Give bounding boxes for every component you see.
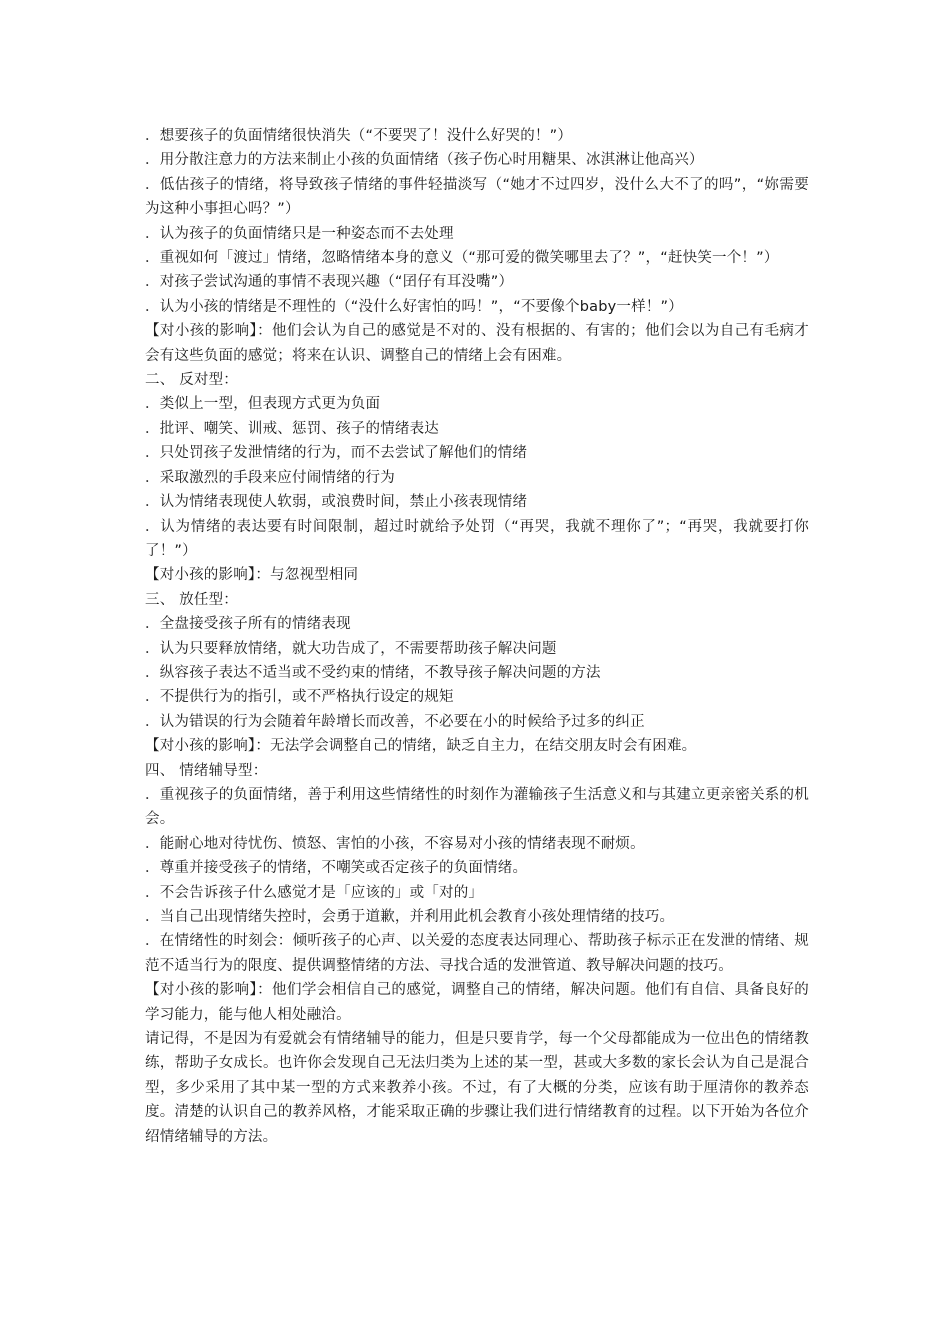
text-line: ．认为情绪表现使人软弱，或浪费时间，禁止小孩表现情绪 — [145, 494, 528, 511]
text-line: ．重视孩子的负面情绪，善于利用这些情绪性的时刻作为灌输孩子生活意义和与其建立更亲密关系的机会。 — [145, 786, 809, 828]
impact-paragraph: 【对小孩的影响】：无法学会调整自己的情绪，缺乏自主力，在结交朋友时会有困难。 — [145, 738, 697, 755]
text-line: ．认为错误的行为会随着年龄增长而改善，不必要在小的时候给予过多的纠正 — [145, 713, 645, 730]
document-body — [145, 124, 809, 1149]
text-line: ．想要孩子的负面情绪很快消失（“不要哭了！没什么好哭的！”） — [145, 128, 573, 144]
text-line: ．认为只要释放情绪，就大功告成了，不需要帮助孩子解决问题 — [145, 640, 557, 657]
text-line: ．纵容孩子表达不适当或不受约束的情绪，不教导孩子解决问题的方法 — [145, 664, 601, 681]
text-line: ．低估孩子的情绪，将导致孩子情绪的事件轻描淡写（“她才不过四岁，没什么大不了的吗”，“妳需要为这种小事担心吗？”） — [145, 176, 809, 218]
text-line: ．采取激烈的手段来应付闹情绪的行为 — [145, 469, 395, 486]
text-line: ．全盘接受孩子所有的情绪表现 — [145, 616, 351, 633]
section-heading: 四、 情绪辅导型： — [145, 762, 268, 779]
text-line: ．批评、嘲笑、训戒、惩罚、孩子的情绪表达 — [145, 420, 439, 437]
section-heading: 三、 放任型： — [145, 591, 239, 608]
text-line: ．类似上一型，但表现方式更为负面 — [145, 396, 381, 413]
impact-paragraph: 【对小孩的影响】：他们会认为自己的感觉是不对的、没有根据的、有害的；他们会以为自己有毛病才会有这些负面的感觉；将来在认识、调整自己的情绪上会有困难。 — [145, 323, 809, 364]
section-heading: 二、 反对型： — [145, 372, 239, 389]
text-line: ．能耐心地对待忧伤、愤怒、害怕的小孩，不容易对小孩的情绪表现不耐烦。 — [145, 835, 645, 852]
text-line: ．对孩子尝试沟通的事情不表现兴趣（“囝仔有耳没嘴”） — [145, 274, 514, 291]
text-line: ．认为小孩的情绪是不理性的（“没什么好害怕的吗！”，“不要像个baby一样！”） — [145, 298, 683, 315]
closing-paragraph: 请记得，不是因为有爱就会有情绪辅导的能力，但是只要肯学，每一个父母都能成为一位出色的情绪教练，帮助子女成长。也许你会发现自己无法归类为上述的某一型，甚或大多数的家长会认为自己是混合型，多少采用了其中某一型的方式来教养小孩。不过，有了大概的分类，应该有助于厘清你的教养态度。清楚的认识自己的教养风格，才能采取正确的步骤让我们进行情绪教育的过程。以下开始为各位介绍情绪辅导的方法。 — [145, 1031, 809, 1145]
text-line: ．在情绪性的时刻会：倾听孩子的心声、以关爱的态度表达同理心、帮助孩子标示正在发泄的情绪、规范不适当行为的限度、提供调整情绪的方法、寻找合适的发泄管道、教导解决问题的技巧。 — [145, 933, 809, 974]
text-line: ．只处罚孩子发泄情绪的行为，而不去尝试了解他们的情绪 — [145, 445, 528, 462]
text-line: ．用分散注意力的方法来制止小孩的负面情绪（孩子伤心时用糖果、冰淇淋让他高兴） — [145, 152, 704, 169]
text-line: ．认为孩子的负面情绪只是一种姿态而不去处理 — [145, 225, 454, 242]
text-line: ．尊重并接受孩子的情绪，不嘲笑或否定孩子的负面情绪。 — [145, 860, 528, 877]
text-line: ．重视如何「渡过」情绪，忽略情绪本身的意义（“那可爱的微笑哪里去了？”，“赶快笑一个！”） — [145, 250, 779, 267]
impact-paragraph: 【对小孩的影响】：与忽视型相同 — [145, 567, 359, 584]
text-line: ．认为情绪的表达要有时间限制，超过时就给予处罚（“再哭，我就不理你了”；“再哭，我就要打你了！”） — [145, 518, 809, 559]
text-line: ．当自己出现情绪失控时，会勇于道歉，并利用此机会教育小孩处理情绪的技巧。 — [145, 909, 675, 925]
text-line: ．不会告诉孩子什么感觉才是「应该的」或「对的」 — [145, 884, 484, 901]
text-line: ．不提供行为的指引，或不严格执行设定的规矩 — [145, 689, 454, 706]
impact-paragraph: 【对小孩的影响】：他们学会相信自己的感觉，调整自己的情绪，解决问题。他们有自信、具备良好的学习能力，能与他人相处融洽。 — [145, 982, 809, 1023]
